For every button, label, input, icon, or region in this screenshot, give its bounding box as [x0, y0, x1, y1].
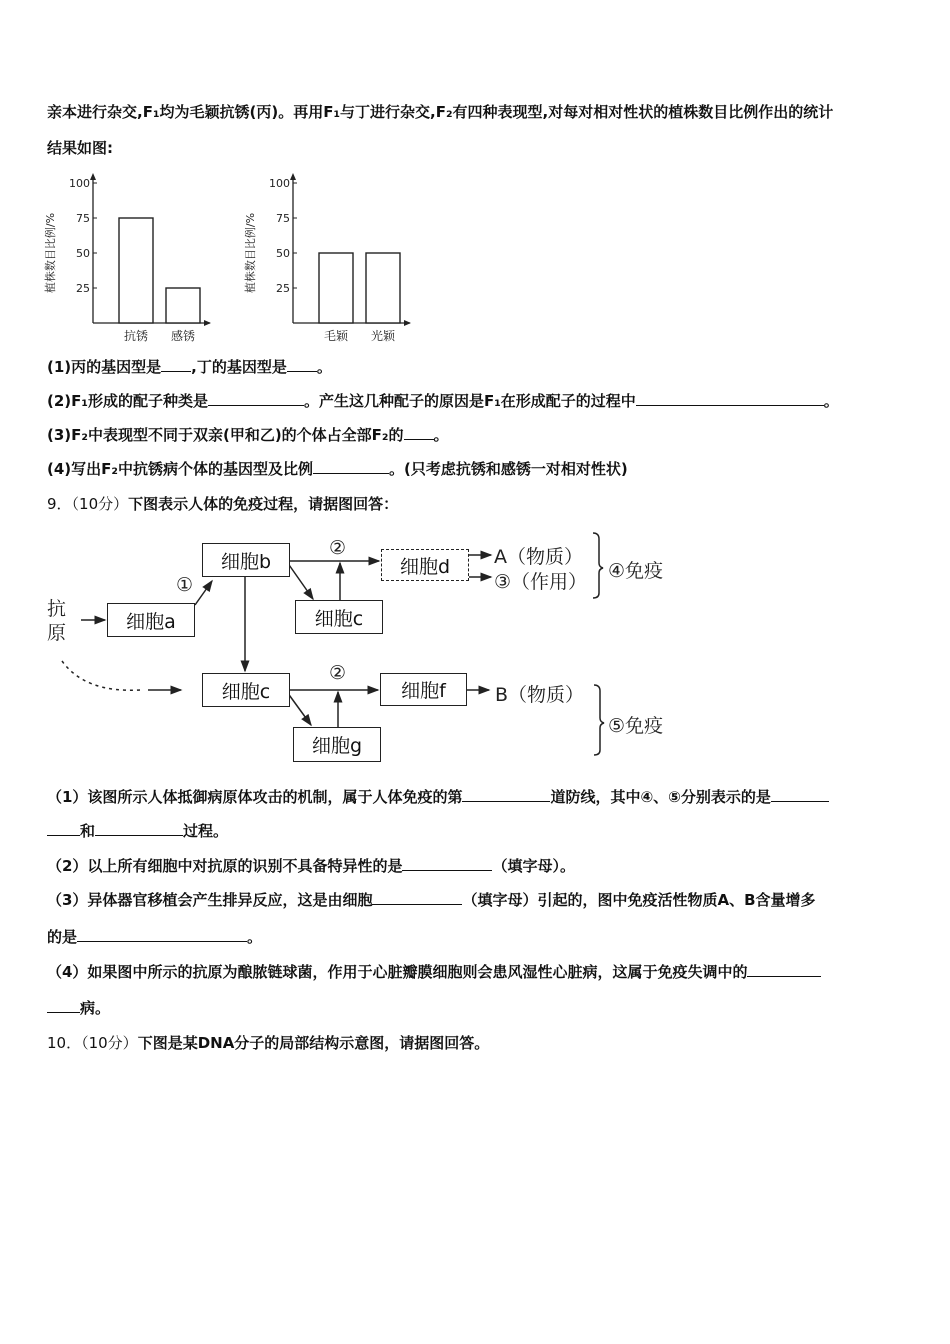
answer-blank[interactable] [636, 391, 824, 406]
q9-part1 [47, 787, 829, 807]
y-axis-label: 植株数目比例/% [44, 212, 57, 294]
text: 。产生这几种配子的原因是F₁在形成配子的过程中 [303, 392, 636, 410]
text: 。 [316, 358, 332, 376]
y-tick-label: 100 [69, 177, 90, 190]
x-axis-arrow [404, 320, 411, 326]
cell-b-box: 细胞b [202, 543, 290, 577]
intro-text: 亲本进行杂交,F₁均为毛颖抗锈(丙)。再用F₁与丁进行杂交,F₂有四种表现型,对每对相对性状的植株数目比例作出的统计 [47, 103, 834, 121]
answer-blank[interactable] [287, 357, 317, 372]
immunity-5-label: ⑤免疫 [608, 715, 664, 737]
x-axis-arrow [204, 320, 211, 326]
cell-d-box: 细胞d [381, 549, 469, 581]
answer-blank[interactable] [404, 425, 434, 440]
cell-f-box: 细胞f [380, 673, 467, 706]
question-stem: 下图表示人体的免疫过程，请据图回答： [128, 495, 399, 513]
text: 。(只考虑抗锈和感锈一对相对性状) [388, 460, 628, 478]
cell-e-box: 细胞c [202, 673, 290, 707]
q9-header [47, 494, 398, 514]
step-2-label: ② [329, 662, 347, 684]
x-tick-label: 毛颖 [323, 329, 349, 343]
q9-part3-cont [47, 927, 262, 947]
answer-blank[interactable] [208, 391, 304, 406]
y-tick-label: 25 [76, 282, 90, 295]
q8-part4 [47, 459, 628, 479]
text: ,丁的基因型是 [191, 358, 287, 376]
answer-blank[interactable] [462, 787, 550, 802]
text: (1)丙的基因型是 [47, 358, 162, 376]
bar-chart-glume [240, 168, 430, 348]
text: （4）如果图中所示的抗原为酿脓链球菌，作用于心脏瓣膜细胞则会患风湿性心脏病，这属于免疫失调中的 [47, 963, 748, 981]
bar-感锈 [166, 288, 200, 323]
text: （3）异体器官移植会产生排异反应，这是由细胞 [47, 891, 373, 909]
text: 和 [80, 822, 96, 840]
step-1-label: ① [176, 574, 194, 596]
answer-blank[interactable] [77, 927, 247, 942]
x-tick-label: 感锈 [170, 329, 196, 343]
text: (2)F₁形成的配子种类是 [47, 392, 208, 410]
text: （填字母）。 [492, 857, 575, 875]
text: 过程。 [183, 822, 229, 840]
y-tick-label: 50 [76, 247, 90, 260]
text: （1）该图所示人体抵御病原体攻击的机制，属于人体免疫的第 [47, 788, 463, 806]
q9-part4-cont [47, 998, 110, 1018]
substance-a-label: A（物质） [494, 546, 583, 568]
y-axis-label: 植株数目比例/% [244, 212, 257, 294]
brace-4 [593, 533, 603, 598]
answer-blank[interactable] [372, 890, 462, 905]
text: 。 [247, 928, 263, 946]
cell-c-box: 细胞c [295, 600, 383, 634]
answer-blank[interactable] [161, 357, 191, 372]
y-axis-arrow [290, 173, 296, 180]
q9-part1-cont [47, 821, 228, 841]
q8-part1 [47, 357, 332, 377]
x-tick-label: 光颖 [370, 329, 396, 343]
step-2-label: ② [329, 537, 347, 559]
y-tick-label: 75 [276, 212, 290, 225]
immunity-4-label: ④免疫 [608, 560, 664, 582]
brace-5 [594, 685, 604, 755]
y-tick-label: 25 [276, 282, 290, 295]
y-tick-label: 100 [269, 177, 290, 190]
y-tick-label: 50 [276, 247, 290, 260]
q9-part2 [47, 856, 575, 876]
y-tick-label: 75 [76, 212, 90, 225]
x-tick-label: 抗锈 [123, 329, 149, 343]
q9-part3 [47, 890, 816, 910]
text: 。 [823, 392, 839, 410]
q10-header [47, 1033, 489, 1053]
question-number: 9．（10分） [47, 495, 129, 513]
arrow-e-to-g [287, 692, 311, 725]
answer-blank[interactable] [771, 787, 829, 802]
text: 的是 [47, 928, 78, 946]
cell-a-box: 细胞a [107, 603, 195, 637]
y-axis-arrow [90, 173, 96, 180]
text: （填字母）引起的，图中免疫活性物质A、B含量增多 [462, 891, 816, 909]
bar-抗锈 [119, 218, 153, 323]
q9-part4 [47, 962, 821, 982]
cell-g-box: 细胞g [293, 727, 381, 762]
text: 病。 [80, 999, 111, 1017]
answer-blank[interactable] [47, 998, 80, 1013]
text: 。 [433, 426, 449, 444]
text: (4)写出F₂中抗锈病个体的基因型及比例 [47, 460, 313, 478]
dashed-antigen-path [62, 661, 140, 690]
answer-blank[interactable] [95, 821, 183, 836]
question-stem: 下图是某DNA分子的局部结构示意图，请据图回答。 [137, 1034, 490, 1052]
answer-blank[interactable] [313, 459, 389, 474]
arrow-a-to-b [195, 581, 212, 605]
text: (3)F₂中表现型不同于双亲(甲和乙)的个体占全部F₂的 [47, 426, 404, 444]
text: （2）以上所有细胞中对抗原的识别不具备特异性的是 [47, 857, 403, 875]
intro-text: 结果如图: [47, 139, 113, 157]
answer-blank[interactable] [402, 856, 492, 871]
antigen-label: 抗原 [47, 598, 67, 644]
immune-process-diagram [45, 525, 710, 767]
arrow-b-to-c [287, 562, 313, 599]
bar-chart-rust [40, 168, 230, 348]
answer-blank[interactable] [47, 821, 80, 836]
text: 道防线，其中④、⑤分别表示的是 [550, 788, 771, 806]
q8-part2 [47, 391, 839, 411]
question-number: 10．（10分） [47, 1034, 138, 1052]
effect-3-label: ③（作用） [494, 571, 588, 593]
bar-毛颖 [319, 253, 353, 323]
q8-part3 [47, 425, 449, 445]
answer-blank[interactable] [747, 962, 821, 977]
substance-b-label: B（物质） [495, 684, 585, 706]
bar-光颖 [366, 253, 400, 323]
